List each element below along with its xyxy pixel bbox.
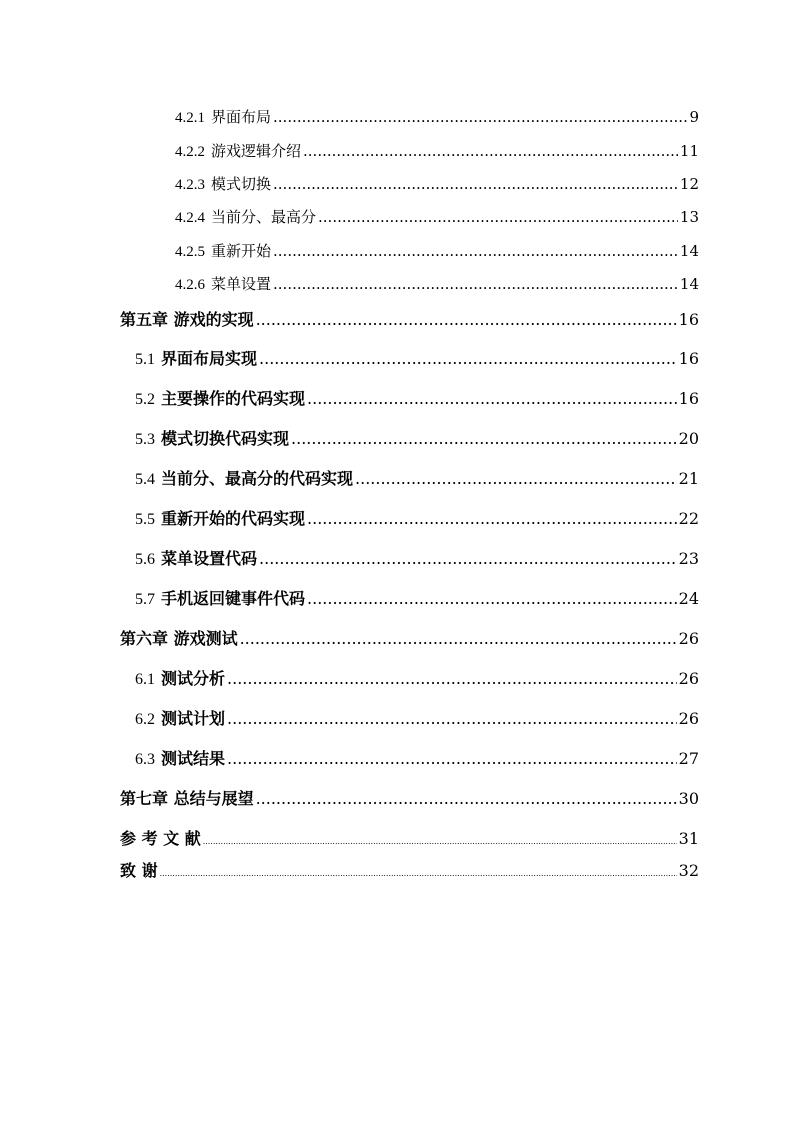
toc-chapter-entry[interactable] bbox=[120, 307, 699, 330]
toc-entry[interactable] bbox=[135, 386, 699, 409]
toc-chapter-entry[interactable] bbox=[120, 826, 699, 849]
toc-entry-label: 6.3 测试结果 bbox=[135, 749, 226, 768]
toc-entry[interactable] bbox=[175, 173, 699, 194]
dot-leader bbox=[273, 108, 687, 126]
toc-entry-label: 5.1 界面布局实现 bbox=[135, 349, 258, 368]
toc-chapter-entry[interactable] bbox=[120, 626, 699, 649]
dot-leader bbox=[227, 669, 677, 688]
toc-entry[interactable] bbox=[135, 466, 699, 489]
toc-entry[interactable] bbox=[135, 706, 699, 729]
dot-leader bbox=[307, 389, 677, 408]
dot-leader bbox=[273, 242, 678, 260]
toc-entry-label: 4.2.3 模式切换 bbox=[175, 175, 272, 193]
toc-page-number: 31 bbox=[678, 829, 699, 848]
toc-entry-label: 4.2.6 菜单设置 bbox=[175, 275, 272, 293]
toc-page-number: 14 bbox=[679, 242, 699, 260]
toc-page-number: 26 bbox=[678, 709, 699, 728]
toc-entry[interactable] bbox=[175, 106, 699, 127]
toc-page-number: 16 bbox=[678, 389, 699, 408]
toc-page-number: 16 bbox=[678, 349, 699, 368]
toc-entry-label: 6.2 测试计划 bbox=[135, 709, 226, 728]
toc-page-number: 12 bbox=[679, 175, 699, 193]
toc-entry[interactable] bbox=[175, 273, 699, 294]
toc-chapter-entry[interactable] bbox=[120, 858, 699, 881]
toc-entry-label: 参 考 文 献 bbox=[120, 829, 201, 848]
dot-leader bbox=[303, 142, 678, 160]
toc-page-number: 16 bbox=[678, 310, 699, 329]
toc-page-number: 27 bbox=[678, 749, 699, 768]
toc-entry[interactable] bbox=[135, 426, 699, 449]
toc-entry[interactable] bbox=[135, 506, 699, 529]
toc-page-number: 32 bbox=[678, 861, 699, 880]
dot-leader bbox=[240, 629, 677, 648]
toc-entry-label: 5.7 手机返回键事件代码 bbox=[135, 589, 306, 608]
dot-leader bbox=[307, 589, 677, 608]
toc-entry-label: 4.2.2 游戏逻辑介绍 bbox=[175, 142, 302, 160]
toc-entry-label: 5.3 模式切换代码实现 bbox=[135, 429, 290, 448]
toc-entry-label: 6.1 测试分析 bbox=[135, 669, 226, 688]
toc-chapter-entry[interactable] bbox=[120, 786, 699, 809]
dot-leader bbox=[256, 310, 677, 329]
toc-entry[interactable] bbox=[135, 546, 699, 569]
toc-entry[interactable] bbox=[135, 346, 699, 369]
toc-entry-label: 第六章 游戏测试 bbox=[120, 629, 238, 648]
toc-page-number: 20 bbox=[678, 429, 699, 448]
dot-leader bbox=[355, 469, 677, 488]
toc-page-number: 26 bbox=[678, 669, 699, 688]
toc-entry[interactable] bbox=[135, 586, 699, 609]
toc-entry-label: 第五章 游戏的实现 bbox=[120, 310, 254, 329]
toc-entry[interactable] bbox=[175, 240, 699, 261]
dot-leader bbox=[259, 349, 677, 368]
toc-page-number: 11 bbox=[679, 142, 699, 160]
toc-page-number: 26 bbox=[678, 629, 699, 648]
dot-leader bbox=[227, 749, 677, 768]
toc-entry-label: 5.6 菜单设置代码 bbox=[135, 549, 258, 568]
dot-leader bbox=[160, 861, 677, 880]
toc-page-number: 22 bbox=[678, 509, 699, 528]
dot-leader bbox=[256, 789, 677, 808]
toc-entry-label: 致 谢 bbox=[120, 861, 158, 880]
dot-leader bbox=[259, 549, 677, 568]
toc-page-number: 30 bbox=[678, 789, 699, 808]
toc-entry[interactable] bbox=[135, 746, 699, 769]
toc-page-number: 14 bbox=[679, 275, 699, 293]
dot-leader bbox=[273, 175, 678, 193]
dot-leader bbox=[203, 829, 677, 848]
toc-entry-label: 5.5 重新开始的代码实现 bbox=[135, 509, 306, 528]
toc-entry-label: 4.2.4 当前分、最高分 bbox=[175, 208, 317, 226]
toc-entry-label: 4.2.1 界面布局 bbox=[175, 108, 272, 126]
dot-leader bbox=[318, 208, 678, 226]
toc-entry[interactable] bbox=[135, 666, 699, 689]
dot-leader bbox=[291, 429, 677, 448]
toc-page-number: 21 bbox=[678, 469, 699, 488]
toc-page-number: 24 bbox=[678, 589, 699, 608]
toc-page-number: 23 bbox=[678, 549, 699, 568]
toc-entry-label: 5.2 主要操作的代码实现 bbox=[135, 389, 306, 408]
toc-entry[interactable] bbox=[175, 206, 699, 227]
toc-entry-label: 第七章 总结与展望 bbox=[120, 789, 254, 808]
dot-leader bbox=[273, 275, 678, 293]
dot-leader bbox=[307, 509, 677, 528]
toc-page-number: 9 bbox=[689, 108, 699, 126]
dot-leader bbox=[227, 709, 677, 728]
toc-entry-label: 4.2.5 重新开始 bbox=[175, 242, 272, 260]
toc-entry-label: 5.4 当前分、最高分的代码实现 bbox=[135, 469, 354, 488]
toc-page-number: 13 bbox=[679, 208, 699, 226]
toc-entry[interactable] bbox=[175, 140, 699, 161]
